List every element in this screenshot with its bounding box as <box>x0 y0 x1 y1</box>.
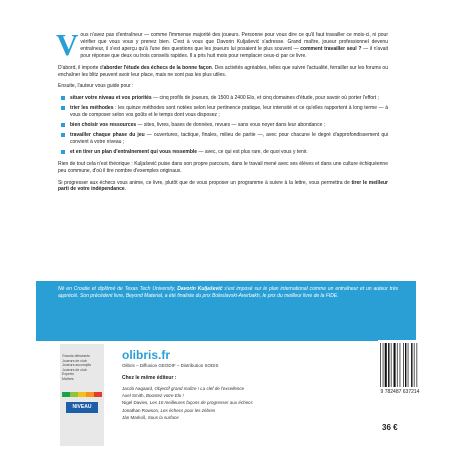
book-entry: Jonathan Rowson, Les échecs pour les zèbres <box>122 407 216 413</box>
publisher-logo: olibris.fr <box>122 348 171 362</box>
list-item: trier les méthodes : les quinze méthodes sont notées selon leur pertinence pratique, leur intensité et ce qu'elles rapportent à long terme — à vous de composer selon vos goûts et le temps dont vous disposez ; <box>58 105 388 119</box>
barcode-bar <box>408 343 409 387</box>
list-item: situer votre niveau et vos priorités — cinq profils de joueurs, de 1500 à 2400 Elo, et cinq domaines d'étude, pour savoir où porter l'effort ; <box>58 95 388 102</box>
level-color-segment <box>86 392 94 397</box>
distribution-info: Olibris – Diffusion GEODIF – Distribution SODIS <box>122 363 219 368</box>
barcode-bar <box>380 343 381 387</box>
barcode <box>378 340 422 396</box>
barcode-bar <box>414 343 415 387</box>
level-label: NIVEAU <box>66 402 98 413</box>
level-color-segment <box>62 392 70 397</box>
book-entry: Axel Smith, Boostez votre Elo ! <box>122 393 184 399</box>
level-badge-lines: Grands débutants Joueurs de club Joueurs accomplis Joueurs de club Experts Maîtres <box>62 354 91 381</box>
barcode-bar <box>405 343 406 387</box>
barcode-bar <box>397 343 398 387</box>
barcode-bar <box>400 343 401 387</box>
experience-paragraph: Rien de tout cela n'est théorique : Kuljašević puise dans son propre parcours, dans le travail mené avec ses élèves et dans une culture échiquéenne peu commune, d'où il tire nombre d'exemples originaux. <box>58 160 388 174</box>
square-bullet-icon <box>61 150 65 154</box>
barcode-bar <box>391 343 392 387</box>
barcode-bar <box>388 343 389 387</box>
intro-paragraph: Vous n'avez pas d'entraîneur — comme l'immense majorité des joueurs. Personne pour vous dire ce qu'il faut travailler ce mois-ci, ni pour vérifier que vous vous y prenez bien. C'est à vous que Davorin Kuljašević s'adresse. Grand maître, joueur professionnel devenu entraîneur, il s'est aperçu qu'à l'une des questions que les joueurs lui posaient le plus souvent — comment travailler seul ? — il n'avait pour réponse que deux ou trois conseils rapides. Il a pris huit mois pour remplacer ceux-ci par ce livre. <box>56 27 388 62</box>
level-color-segment <box>78 392 86 397</box>
barcode-bar <box>403 343 404 387</box>
barcode-bar <box>383 343 384 387</box>
square-bullet-icon <box>61 106 65 110</box>
level-color-segment <box>70 392 78 397</box>
level-color-segment <box>94 392 102 397</box>
barcode-digits: 9 782487 637214 <box>380 389 420 395</box>
cover-body-text <box>56 27 388 198</box>
drop-cap: V <box>56 27 79 62</box>
barcode-bar <box>417 343 418 387</box>
closing-paragraph: Si progresser aux échecs vous anime, ce livre, plutôt que de vous proposer un programme à suivre à la lettre, vous permettra de tirer le meilleur parti de votre indépendance. <box>58 179 388 193</box>
level-color-scale <box>62 392 102 397</box>
price: 36 € <box>382 423 398 432</box>
square-bullet-icon <box>61 133 65 137</box>
author-bio: Né en Croatie et diplômé de Texas Tech University, Davorin Kuljašević s'est imposé sur le plan international comme un entraîneur et un auteur très apprécié. Son précédent livre, Beyond Material, a été finaliste du prix Boleslavski-Averbakh, le prix du meilleur livre de la FIDE. <box>58 286 398 299</box>
barcode-bar <box>394 343 396 387</box>
square-bullet-icon <box>61 96 65 100</box>
book-entry: Ján Markoš, Sous la surface <box>122 414 179 420</box>
same-publisher-title: Chez le même éditeur : <box>122 375 177 381</box>
barcode-bar <box>385 343 387 387</box>
list-item: et en tirer un plan d'entraînement qui vous ressemble — avec, ce qui est plus rare, de quoi vous y tenir. <box>58 149 388 156</box>
list-item: bien choisir vos ressources — sites, livres, bases de données, revues — sans vous noyer dans leur abondance ; <box>58 122 388 129</box>
book-entry: Jacob Aagaard, Objectif grand maître ! La clef de l'excellence <box>122 386 245 391</box>
book-entry: Nigel Davies, Les 10 meilleures façons de progresser aux échecs <box>122 400 253 406</box>
barcode-bar <box>411 343 412 387</box>
feature-list <box>58 95 388 155</box>
square-bullet-icon <box>61 123 65 127</box>
same-publisher-list <box>122 385 253 421</box>
approach-paragraph: D'abord, il importe d'aborder l'étude des échecs de la bonne façon. Des activités agréables, telles que suivre l'actualité, ferrailler sur les forums ou enchaîner les blitz peuvent avoir leur place, mais ne sont pas les plus utiles. <box>58 64 388 78</box>
list-intro: Ensuite, l'auteur vous guide pour : <box>58 83 134 90</box>
list-item: travailler chaque phase du jeu — ouvertures, tactique, finales, milieu de partie —, avec pour chacune le degré d'approfondissement qui convient à votre niveau ; <box>58 132 388 146</box>
